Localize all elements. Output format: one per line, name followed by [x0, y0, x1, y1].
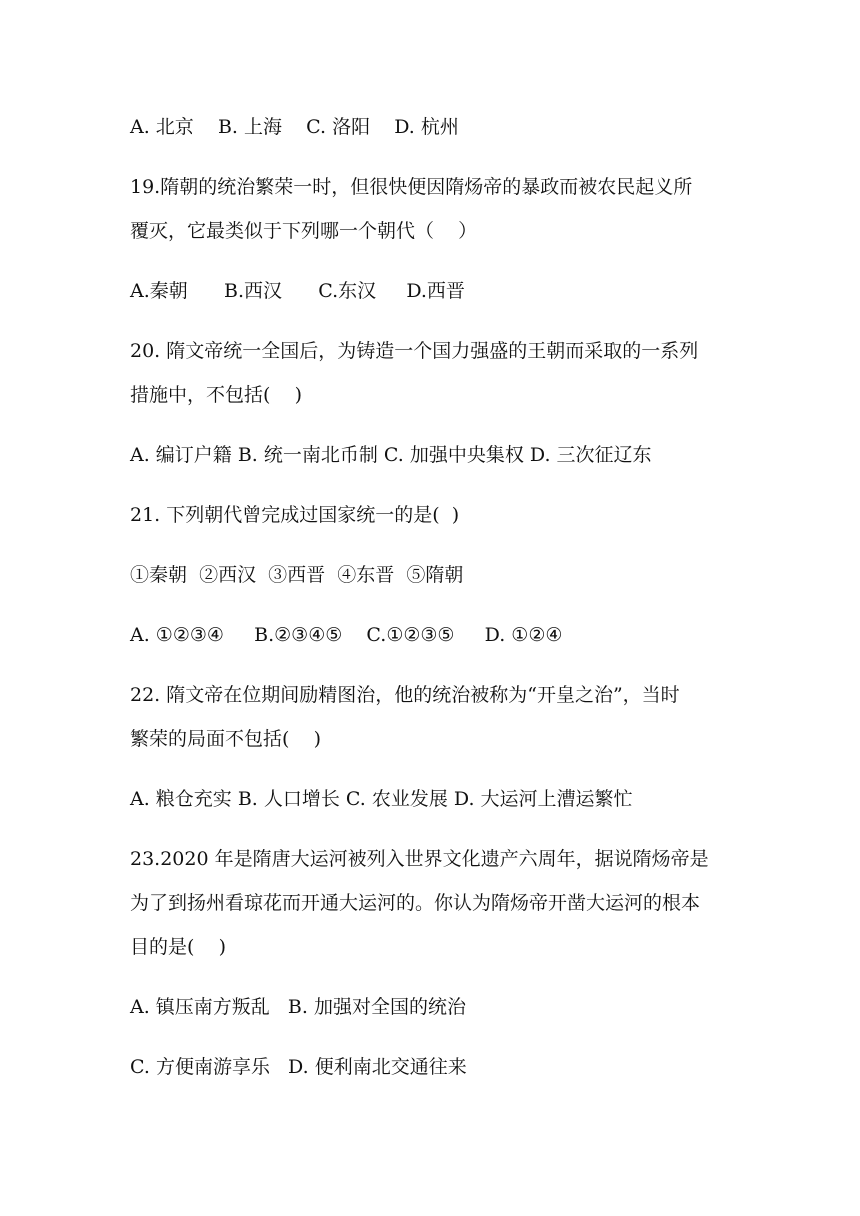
q23-stem-line-2: 为了到扬州看琼花而开通大运河的。你认为隋炀帝开凿大运河的根本	[130, 892, 701, 914]
q18-options: A. 北京 B. 上海 C. 洛阳 D. 杭州	[130, 116, 459, 138]
q22-stem-line-2: 繁荣的局面不包括( )	[130, 728, 321, 750]
q21-options: A. ①②③④ B.②③④⑤ C.①②③⑤ D. ①②④	[130, 624, 563, 646]
q23-options-line-2: C. 方便南游享乐 D. 便利南北交通往来	[130, 1056, 467, 1078]
q20-stem-line-2: 措施中，不包括( )	[130, 384, 302, 406]
q20-options: A. 编订户籍 B. 统一南北币制 C. 加强中央集权 D. 三次征辽东	[130, 444, 652, 466]
q19-stem-line-1: 19.隋朝的统治繁荣一时，但很快便因隋炀帝的暴政而被农民起义所	[130, 176, 693, 198]
q20-stem-line-1: 20. 隋文帝统一全国后，为铸造一个国力强盛的王朝而采取的一系列	[130, 340, 699, 362]
q23-options-line-1: A. 镇压南方叛乱 B. 加强对全国的统治	[130, 996, 466, 1018]
q23-stem-line-1: 23.2020 年是隋唐大运河被列入世界文化遗产六周年，据说隋炀帝是	[130, 848, 709, 870]
q21-stem: 21. 下列朝代曾完成过国家统一的是( )	[130, 504, 460, 526]
q23-stem-line-3: 目的是( )	[130, 936, 226, 958]
q19-stem-line-2: 覆灭，它最类似于下列哪一个朝代（ ）	[130, 220, 478, 242]
q22-options: A. 粮仓充实 B. 人口增长 C. 农业发展 D. 大运河上漕运繁忙	[130, 788, 633, 810]
q22-stem-line-1: 22. 隋文帝在位期间励精图治，他的统治被称为“开皇之治”，当时	[130, 684, 680, 706]
q21-choices-list: ①秦朝 ②西汉 ③西晋 ④东晋 ⑤隋朝	[130, 564, 464, 586]
q19-options: A.秦朝 B.西汉 C.东汉 D.西晋	[130, 280, 465, 302]
